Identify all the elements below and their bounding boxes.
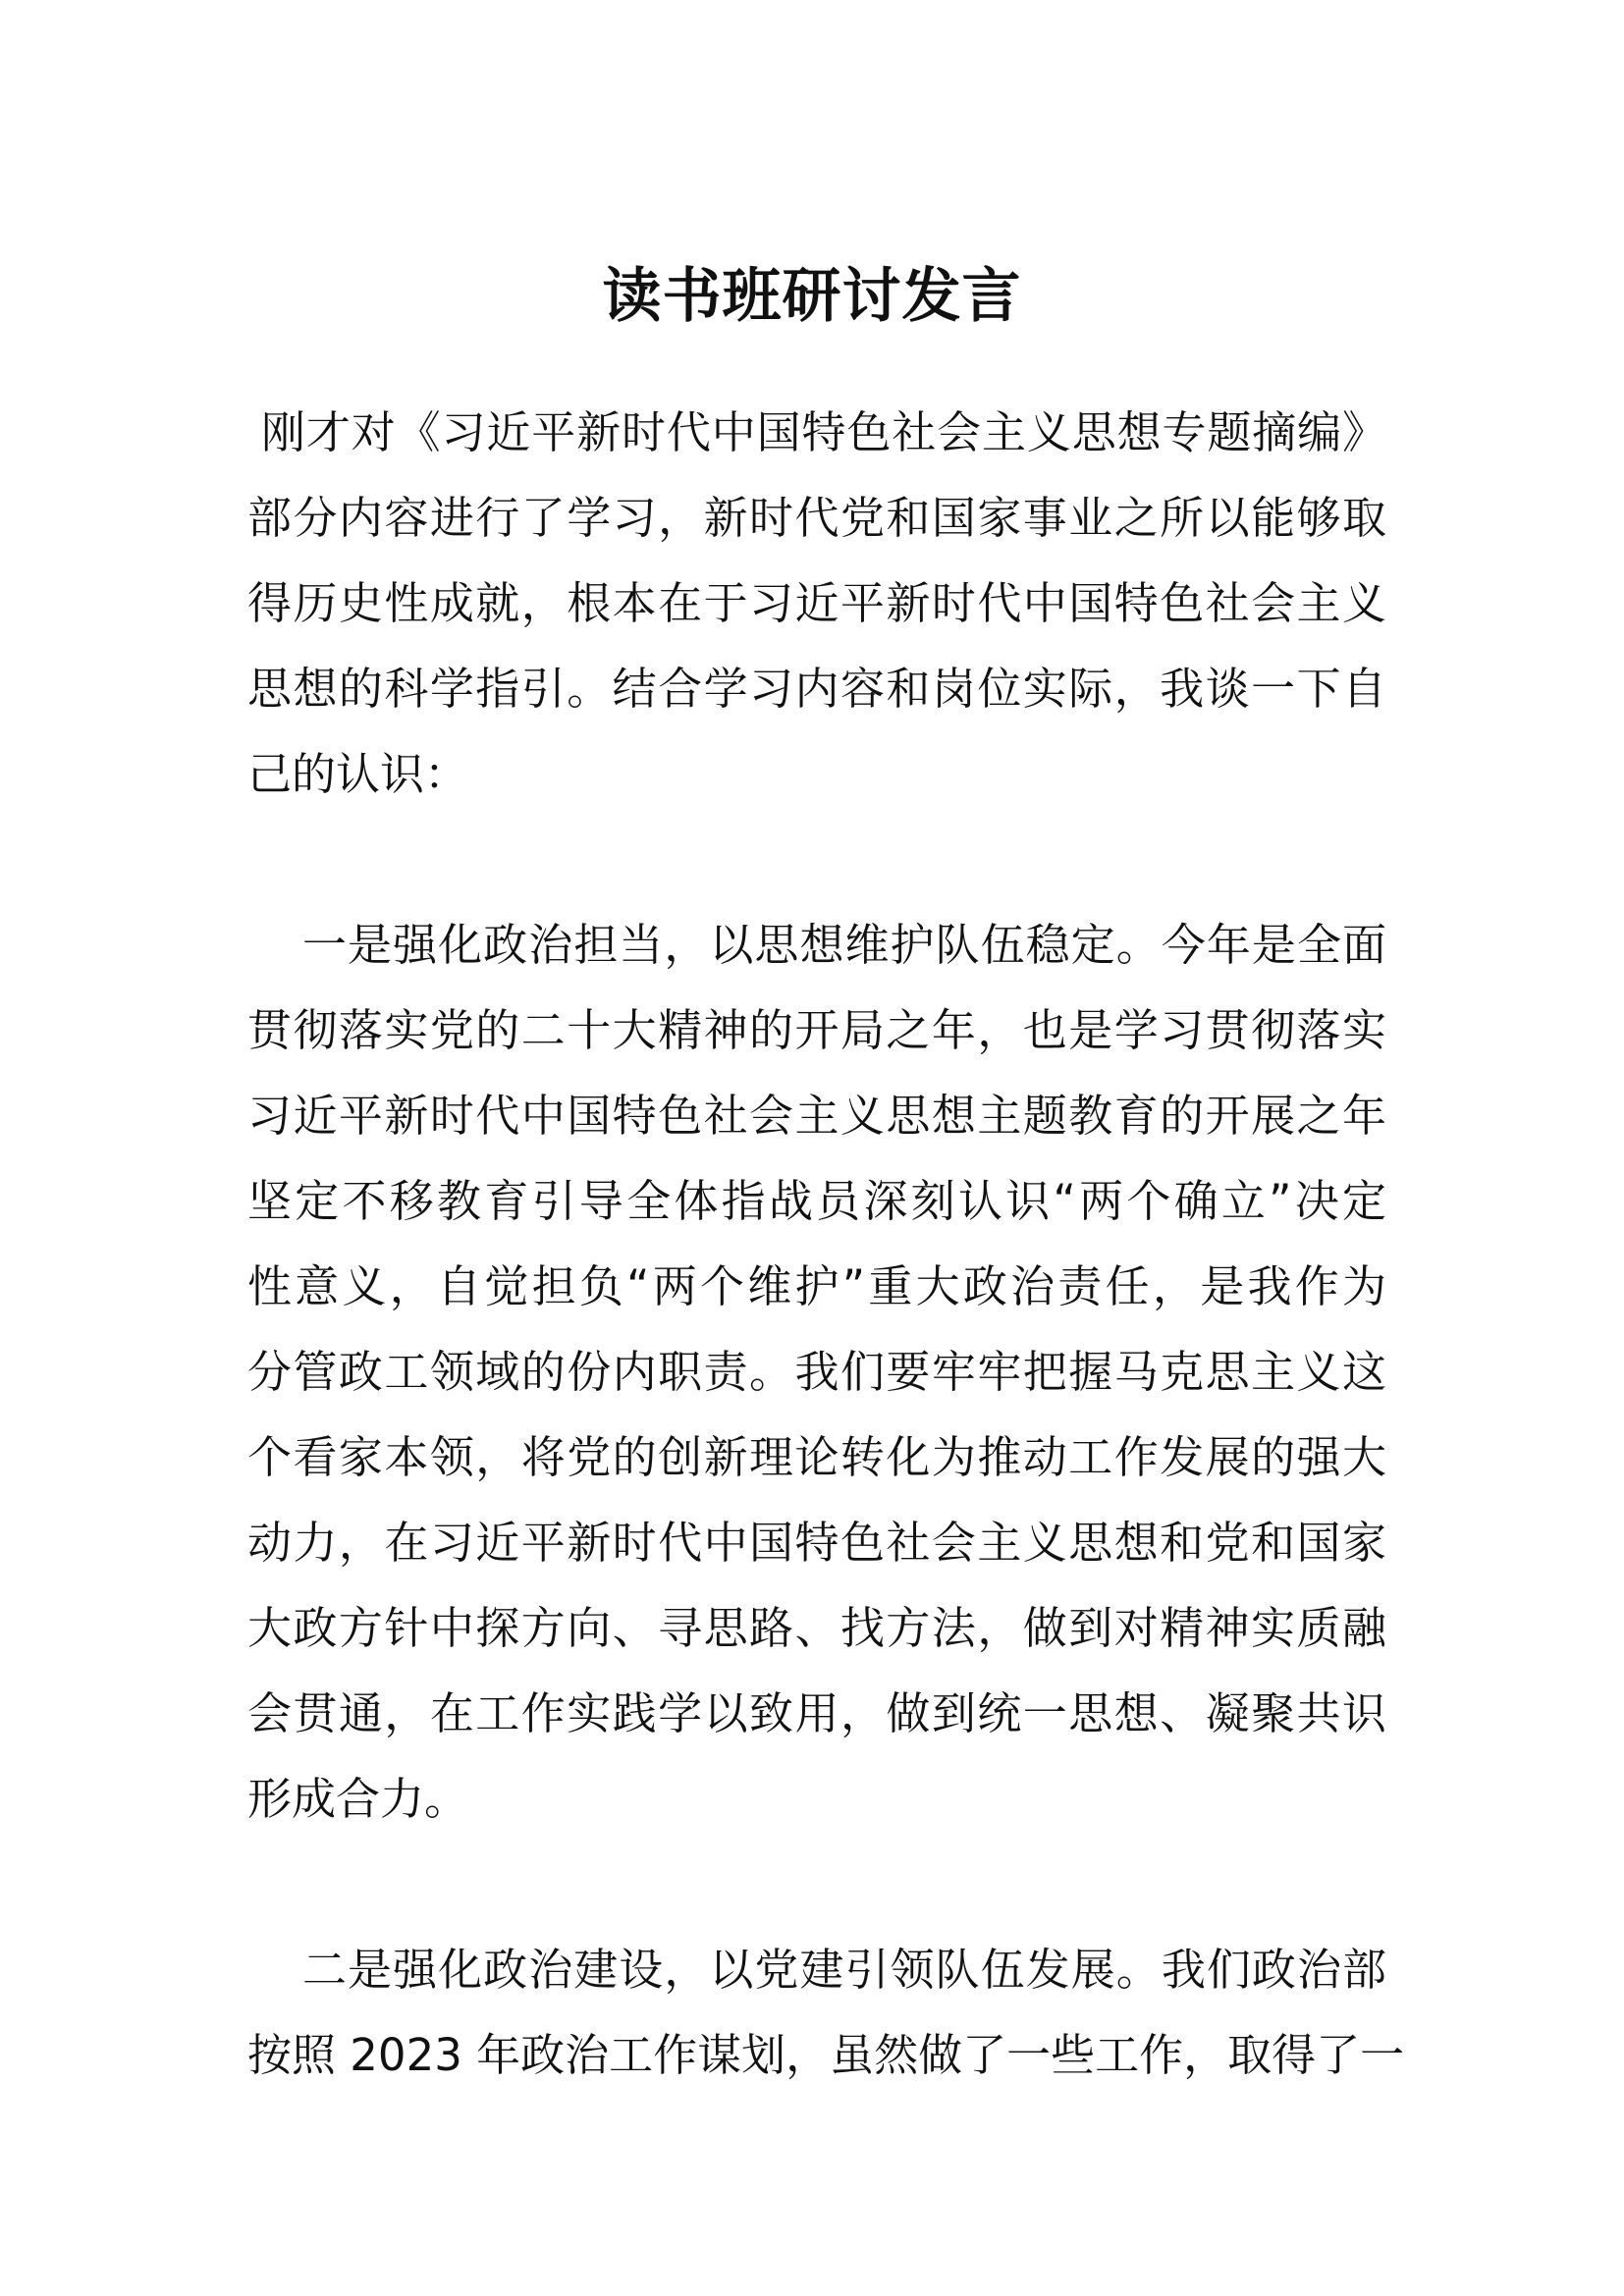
paragraph-line: 思想的科学指引。结合学习内容和岗位实际，我谈一下自	[247, 663, 1386, 715]
paragraph-line: 贯彻落实党的二十大精神的开局之年，也是学习贯彻落实	[247, 1004, 1386, 1056]
paragraph-line: 部分内容进行了学习，新时代党和国家事业之所以能够取	[247, 492, 1386, 544]
paragraph-point-two	[247, 1927, 1405, 2098]
paragraph-point-one	[247, 902, 1386, 1842]
paragraph-line: 得历史性成就，根本在于习近平新时代中国特色社会主义	[247, 577, 1386, 629]
paragraph-line: 习近平新时代中国特色社会主义思想主题教育的开展之年	[247, 1090, 1386, 1142]
paragraph-line: 个看家本领，将党的创新理论转化为推动工作发展的强大	[247, 1431, 1386, 1483]
paragraph-line: 坚定不移教育引导全体指战员深刻认识“两个确立”决定	[247, 1175, 1386, 1227]
paragraph-line: 刚才对《习近平新时代中国特色社会主义思想专题摘编》	[261, 406, 1386, 458]
paragraph-line: 二是强化政治建设，以党建引领队伍发展。我们政治部	[302, 1944, 1386, 1996]
paragraph-line: 会贯通，在工作实践学以致用，做到统一思想、凝聚共识	[247, 1687, 1386, 1739]
paragraph-line: 一是强化政治担当，以思想维护队伍稳定。今年是全面	[302, 919, 1386, 971]
paragraph-line: 己的认识：	[247, 748, 469, 800]
paragraph-line: 动力，在习近平新时代中国特色社会主义思想和党和国家	[247, 1517, 1386, 1569]
paragraph-line: 分管政工领域的份内职责。我们要牢牢把握马克思主义这	[247, 1346, 1386, 1398]
paragraph-line: 形成合力。	[247, 1773, 469, 1825]
document-title: 读书班研讨发言	[602, 262, 1022, 332]
paragraph-line: 性意义，自觉担负“两个维护”重大政治责任，是我作为	[247, 1260, 1386, 1312]
paragraph-intro	[247, 390, 1386, 817]
paragraph-line: 按照 2023 年政治工作谋划，虽然做了一些工作，取得了一	[247, 2029, 1405, 2081]
paragraph-line: 大政方针中探方向、寻思路、找方法，做到对精神实质融	[247, 1602, 1386, 1654]
